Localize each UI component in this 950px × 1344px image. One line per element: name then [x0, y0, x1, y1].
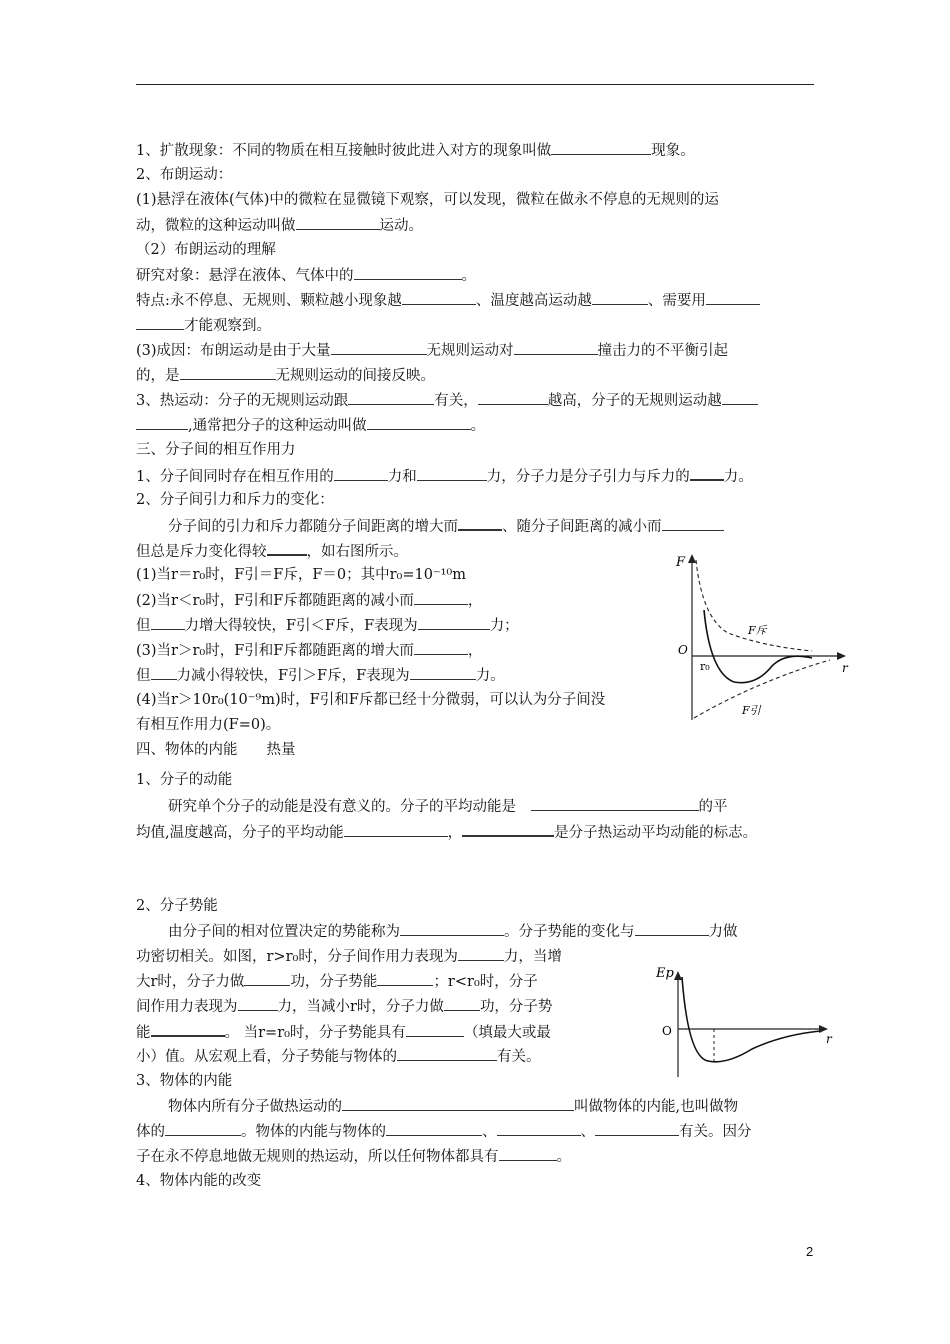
text-line: (4)当r＞10r₀(10⁻⁹m)时，F引和F斥都已经十分微弱，可以认为分子间没	[136, 692, 606, 708]
text-line: 2、分子势能	[136, 898, 218, 914]
repulsion-curve	[696, 560, 812, 651]
text-line: (2)当r＜r₀时，F引和F斥都随距离的减小而 ，	[136, 590, 816, 611]
attraction-curve	[694, 660, 830, 718]
text-line: (3)成因：布朗运动是由于大量 无规则运动对 撞击力的不平衡引起	[136, 340, 816, 361]
text-line: 的，是 无规则运动的间接反映。	[136, 365, 816, 386]
text-line: 1、扩散现象：不同的物质在相互接触时彼此进入对方的现象叫做 现象。	[136, 140, 816, 161]
text-line: 特点:永不停息、无规则、颗粒越小现象越 、温度越高运动越 、需要用	[136, 290, 816, 311]
text-line: 但总是斥力变化得较 ，如右图所示。	[136, 540, 816, 562]
header-rule	[136, 84, 814, 85]
text-line: 但 力减小得较快，F引＞F斥，F表现为 力。	[136, 665, 816, 686]
y-axis-label: Ep	[656, 966, 674, 981]
section-heading: 四、物体的内能 热量	[136, 742, 296, 758]
net-force-curve	[704, 610, 812, 683]
text-line: 才能观察到。	[136, 315, 816, 336]
r0-label: r₀	[700, 660, 710, 673]
text-line: (1)当r＝r₀时，F引＝F斥，F＝0；其中r₀=10⁻¹⁰m	[136, 567, 466, 583]
text-line: （2）布朗运动的理解	[136, 242, 276, 258]
text-line: 研究对象：悬浮在液体、气体中的 。	[136, 265, 816, 286]
text-line: 分子间的引力和斥力都随分子间距离的增大而 、随分子间距离的减小而	[136, 515, 848, 537]
text-line: 研究单个分子的动能是没有意义的。分子的平均动能是 的平	[136, 796, 848, 817]
text-line: 子在永不停息地做无规则的热运动，所以任何物体都具有 。	[136, 1146, 816, 1167]
text-line: 物体内所有分子做热运动的 叫做物体的内能,也叫做物	[136, 1096, 848, 1117]
text-line: 1、分子间同时存在相互作用的 力和 力，分子力是分子引力与斥力的 力。	[136, 465, 816, 487]
x-axis-label: r	[842, 661, 848, 675]
text-line: 有相互作用力(F=0)。	[136, 717, 281, 733]
text-line: 1、分子的动能	[136, 772, 233, 788]
text-line: 动，微粒的这种运动叫做 运动。	[136, 215, 816, 236]
origin-label: O	[662, 1024, 672, 1038]
text-line: (3)当r＞r₀时，F引和F斥都随距离的增大而 ，	[136, 640, 816, 661]
text-line: 小）值。从宏观上看，分子势能与物体的 有关。	[136, 1046, 816, 1067]
text-line: 但 力增大得较快，F引＜F斥，F表现为 力；	[136, 615, 816, 636]
text-line: 功密切相关。如图，r>r₀时，分子间作用力表现为 力，当增	[136, 946, 816, 967]
text-line: 由分子间的相对位置决定的势能称为 。分子势能的变化与 力做	[136, 921, 848, 942]
text-line: 大r时，分子力做 功，分子势能 ；r<r₀时，分子	[136, 971, 816, 992]
potential-curve	[682, 977, 820, 1062]
origin-label: O	[678, 643, 688, 657]
text-line: 2、分子间引力和斥力的变化：	[136, 492, 334, 508]
text-line: 体的 。物体的内能与物体的 、 、 有关。因分	[136, 1121, 816, 1142]
potential-energy-figure	[652, 957, 834, 1081]
text-line: 4、物体内能的改变	[136, 1173, 262, 1189]
text-line: (1)悬浮在液体(气体)中的微粒在显微镜下观察，可以发现，微粒在做永不停息的无规则的运	[136, 192, 719, 208]
text-line: 均值,温度越高，分子的平均动能 ， 是分子热运动平均动能的标志。	[136, 821, 816, 843]
y-axis-arrow-icon	[688, 554, 696, 563]
x-axis-arrow-icon	[837, 652, 846, 660]
text-line: 间作用力表现为 力，当减小r时，分子力做 功，分子势	[136, 996, 816, 1017]
section-heading: 三、分子间的相互作用力	[136, 442, 296, 458]
repulsion-label: F斥	[748, 624, 767, 637]
y-axis-arrow-icon	[674, 971, 682, 980]
text-line: 3、物体的内能	[136, 1073, 233, 1089]
text-line: 3、热运动：分子的无规则运动跟 有关， 越高，分子的无规则运动越	[136, 390, 816, 411]
y-axis-label: F	[676, 555, 686, 570]
x-axis-label: r	[826, 1032, 832, 1046]
text-line: 2、布朗运动：	[136, 167, 233, 183]
text-line: 能 。 当r=r₀时，分子势能具有 （填最大或最	[136, 1021, 816, 1043]
attraction-label: F引	[742, 704, 761, 717]
text-line: ,通常把分子的这种运动叫做 。	[136, 415, 816, 436]
page-number: 2	[806, 1244, 814, 1259]
force-distance-figure	[672, 548, 852, 726]
